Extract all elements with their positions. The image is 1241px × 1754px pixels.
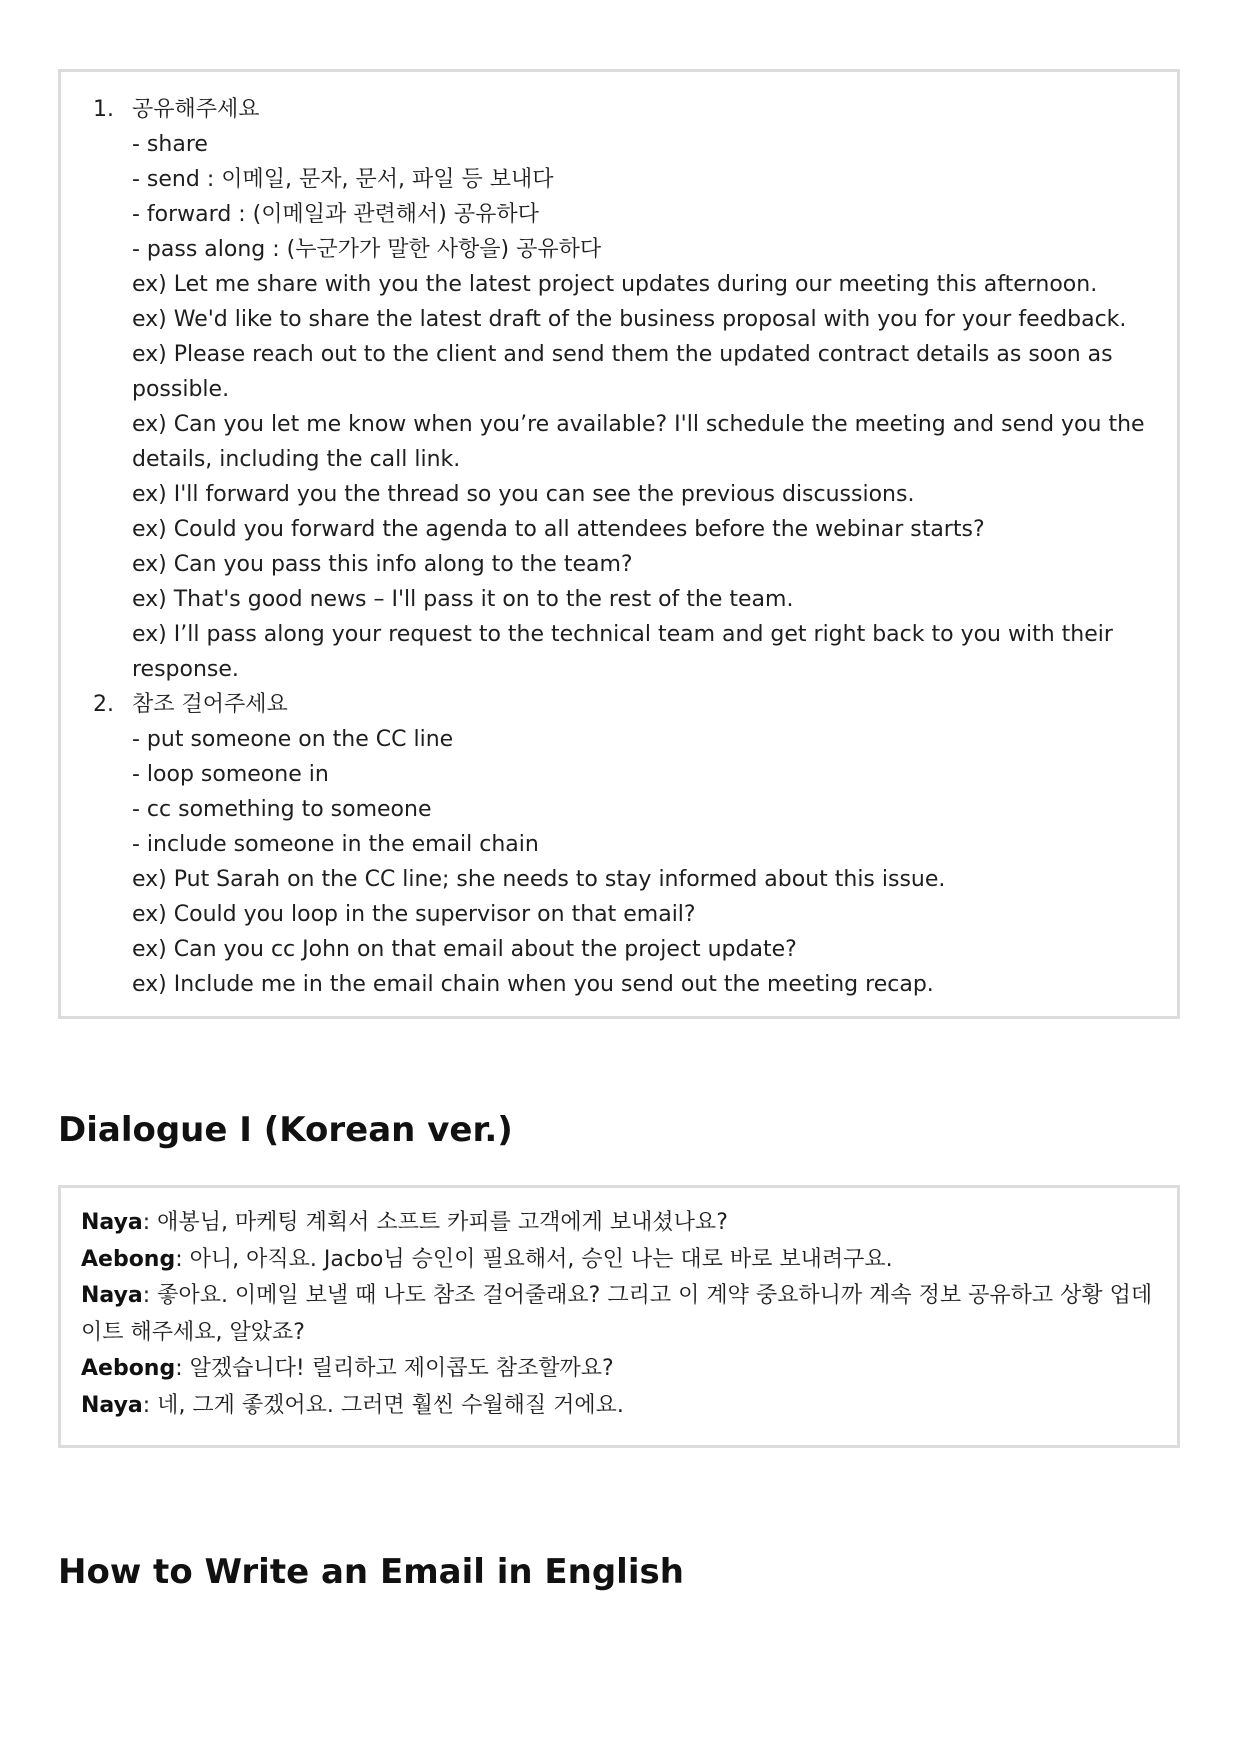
example-line: ex) Can you pass this info along to the team? <box>132 552 633 577</box>
list-number: 2. <box>93 692 114 717</box>
expression-title: 공유해주세요 <box>132 97 260 122</box>
expression-line: - send : 이메일, 문자, 문서, 파일 등 보내다 <box>132 167 554 192</box>
expression-line: - cc something to someone <box>132 797 432 822</box>
dialogue-heading: Dialogue I (Korean ver.) <box>58 1110 513 1150</box>
dialogue-line <box>81 1205 1155 1242</box>
expression-title: 참조 걸어주세요 <box>132 692 288 717</box>
speaker-name: Aebong <box>81 1356 176 1381</box>
example-line: ex) Let me share with you the latest project updates during our meeting this afternoon. <box>132 272 1098 297</box>
example-line: ex) I'll forward you the thread so you can see the previous discussions. <box>132 482 915 507</box>
example-line: ex) Could you forward the agenda to all attendees before the webinar starts? <box>132 517 985 542</box>
speaker-name: Aebong <box>81 1246 176 1272</box>
example-line: ex) Could you loop in the supervisor on that email? <box>132 902 696 927</box>
dialogue-line <box>81 1242 1155 1279</box>
expression-line: - share <box>132 132 208 157</box>
example-line: ex) Can you let me know when you’re available? I'll schedule the meeting and send you the details, including the call link. <box>132 412 1145 472</box>
dialogue-text: : 네, 그게 좋겠어요. 그러면 훨씬 수월해질 거에요. <box>142 1392 624 1418</box>
dialogue-line <box>81 1278 1155 1351</box>
expressions-box <box>58 69 1180 1019</box>
dialogue-box <box>58 1185 1180 1448</box>
list-item-cc <box>61 687 1177 1002</box>
speaker-name: Naya <box>81 1283 143 1308</box>
expression-line: - put someone on the CC line <box>132 727 454 752</box>
example-line: ex) Please reach out to the client and send them the updated contract details as soon as possible. <box>132 342 1113 402</box>
example-line: ex) I’ll pass along your request to the technical team and get right back to you with their response. <box>132 622 1113 682</box>
speaker-name: Naya <box>81 1210 143 1235</box>
dialogue-line <box>81 1388 1155 1425</box>
dialogue-text: : 애봉님, 마케팅 계획서 소프트 카피를 고객에게 보내셨나요? <box>142 1210 728 1235</box>
expression-line: - pass along : (누군가가 말한 사항을) 공유하다 <box>132 237 602 262</box>
example-line: ex) We'd like to share the latest draft of the business proposal with you for your feedback. <box>132 307 1127 332</box>
example-line: ex) Can you cc John on that email about the project update? <box>132 937 797 962</box>
dialogue-line <box>81 1351 1155 1388</box>
email-section-heading: How to Write an Email in English <box>58 1552 684 1592</box>
example-line: ex) Include me in the email chain when you send out the meeting recap. <box>132 972 934 997</box>
dialogue-text: : 좋아요. 이메일 보낼 때 나도 참조 걸어줄래요? 그리고 이 계약 중요하니까 계속 정보 공유하고 상황 업데이트 해주세요, 알았죠? <box>81 1283 1153 1345</box>
dialogue-text: : 아니, 아직요. Jacbo님 승인이 필요해서, 승인 나는 대로 바로 보내려구요. <box>175 1246 893 1272</box>
expression-line: - include someone in the email chain <box>132 832 539 857</box>
list-number: 1. <box>93 97 114 122</box>
speaker-name: Naya <box>81 1392 143 1418</box>
expression-line: - loop someone in <box>132 762 329 787</box>
example-line: ex) Put Sarah on the CC line; she needs to stay informed about this issue. <box>132 867 946 892</box>
expression-line: - forward : (이메일과 관련해서) 공유하다 <box>132 202 539 227</box>
dialogue-text: : 알겠습니다! 릴리하고 제이콥도 참조할까요? <box>175 1356 614 1381</box>
example-line: ex) That's good news – I'll pass it on to the rest of the team. <box>132 587 794 612</box>
list-item-share <box>61 92 1177 687</box>
expressions-list <box>61 92 1177 1002</box>
